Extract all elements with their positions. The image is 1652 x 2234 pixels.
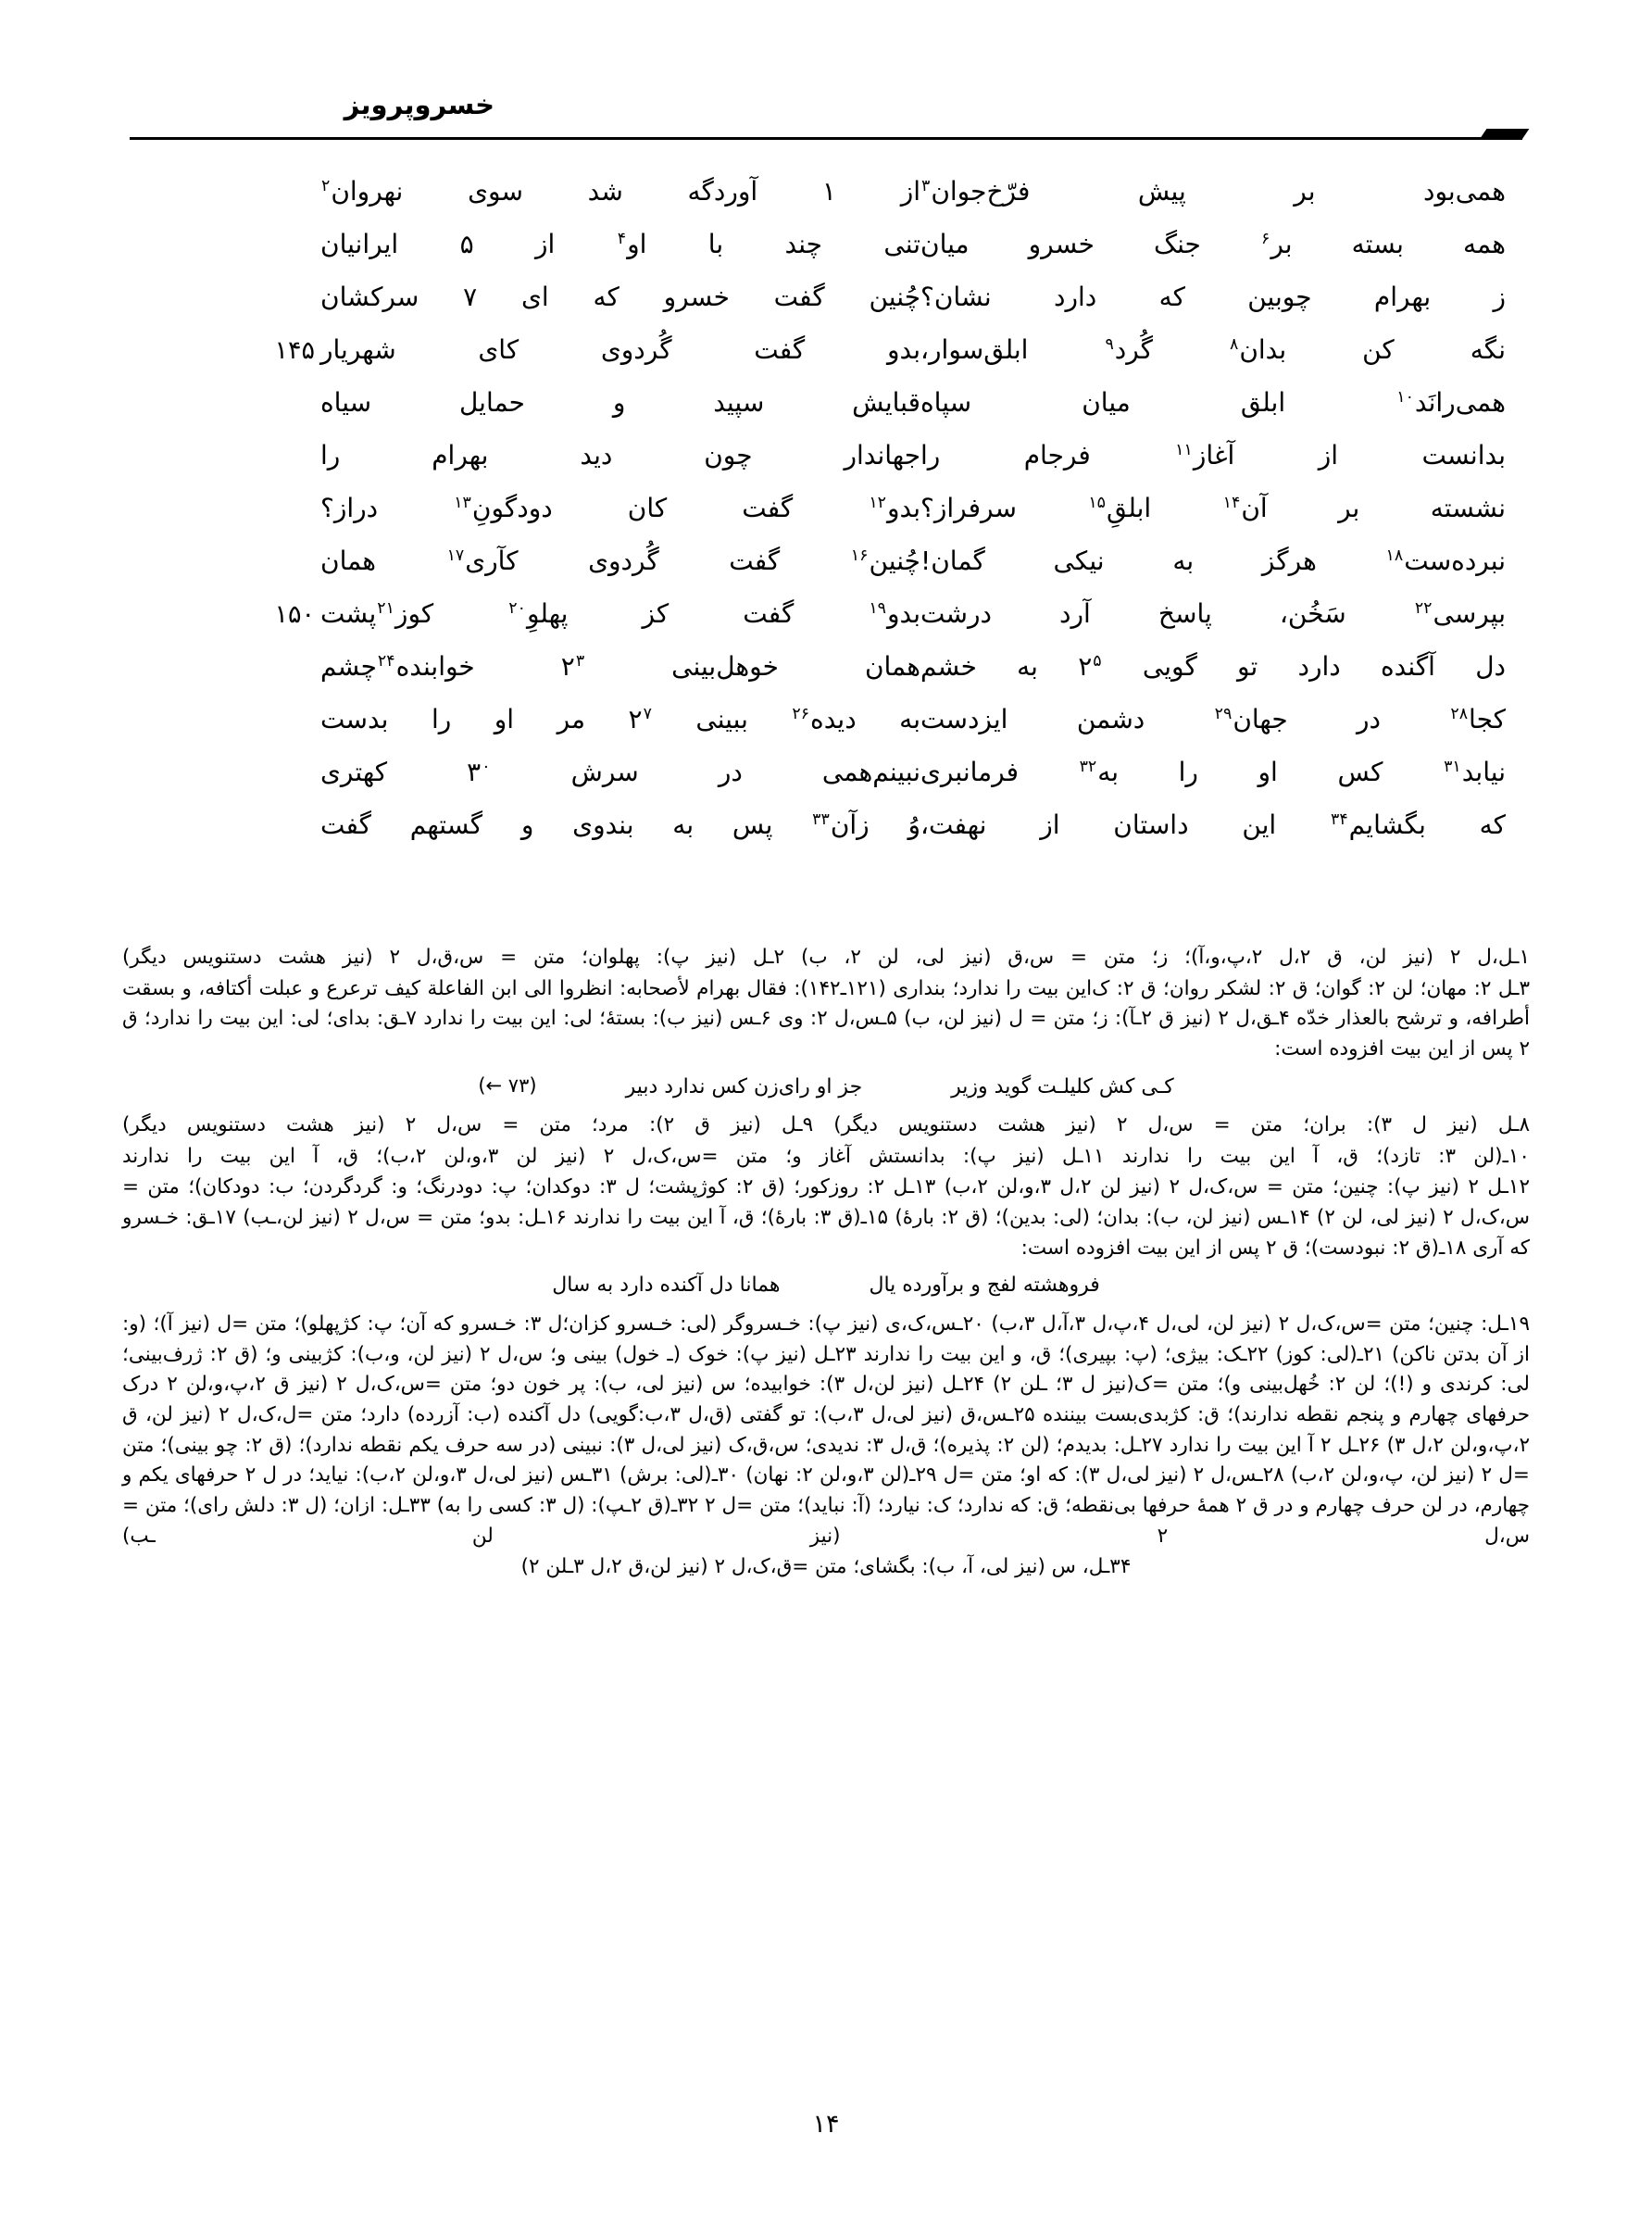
verse-number: ۱۵۰ (274, 600, 315, 629)
verse-row (139, 596, 1513, 649)
verse-row (139, 755, 1513, 808)
verse-row (139, 280, 1513, 333)
hemistich-a: بدو گفت گُردوی کای شهریار (320, 334, 920, 365)
verse-number (235, 438, 320, 442)
hemistich-a: چُنین گفت خسرو که ای ۷ سرکشان (320, 282, 920, 312)
quoted-hemistich-a: کـی کش کلیلـت گوید وزیر (951, 1074, 1174, 1098)
note-paragraph: ۳۴ـل، س (نیز لی، آ، ب): بگشای؛ متن =ق،ک،ل ۲ (نیز لن،ق ۲،ل ۳ـلن ۲) (520, 1555, 1132, 1579)
quoted-hemistich-a: فروهشته لفج و برآورده یال (869, 1274, 1100, 1298)
hemistich-a: چُنین$^{۱۶}$ گفت گُردوی کآری$^{۱۷}$ همان (320, 546, 920, 576)
note-paragraph: ۱۲ـل ۲ (نیز پ): چنین؛ متن = س،ک،ل ۲ (نیز لن ۲،ل ۳،و،لن ۲،ب) ۱۳ـل ۲: روزکور؛ (ق ۲: کوژپشت؛ ل ۳: دوکدان؛ پ: دودرنگ؛ و: گردگردن؛ ب: دودکان)؛ متن = س،ک،ل ۲ (نیز لی، لن ۲) ۱۴ـس (نیز لن، ب): بدان؛ (لی: بدین)؛ (ق ۲: بارهٔ) ۱۵ـ(ق ۳: بارهٔ)؛ ق، آ این بیت را ندارند ۱۶ـل: بدو؛ متن = س،ل ۲ (نیز لن،ـب) ۱۷ـق: خـسرو که آری ۱۸ـ(ق ۲: نبودست)؛ ق ۲ پس از این بیت افزوده است: (122, 1175, 1531, 1260)
quoted-verse (122, 1270, 1530, 1300)
verse-block (139, 174, 1513, 860)
running-head-area (130, 89, 1522, 144)
verse-row (139, 649, 1513, 702)
note-paragraph: ۱۰ـ(لن ۳: تازد)؛ ق، آ این بیت را ندارند ۱۱ـل (نیز پ): بدانستش آغاز و؛ متن =س،ک،ل ۲ (نیز لن ۳،و،لن ۲،ب)؛ ق، آ این بیت را ندارند (122, 1144, 1530, 1168)
hemistich-a: به دیده$^{۲۶}$ ببینی $۲^۷$ مر او را بدست (320, 704, 920, 734)
hemistich-b: نیابد$^{۳۱}$ کس او را به$^{۳۲}$ فرمانبری (920, 757, 1506, 787)
verse-number (235, 649, 320, 653)
verse-row (139, 438, 1513, 491)
note-paragraph: ۸ـل (نیز ل ۳): بران؛ متن = س،ل ۲ (نیز هشت دستنویس دیگر) ۹ـل (نیز ق ۲): مرد؛ متن = س،ل ۲ (نیز هشت دستنویس دیگر) (122, 1113, 1531, 1137)
verse-row (139, 544, 1513, 596)
critical-apparatus (122, 943, 1530, 1584)
verse-number (235, 544, 320, 547)
hemistich-a: وُ زآن$^{۳۳}$ پس به بندوی و گستهم گفت (320, 810, 920, 840)
verse-row (139, 227, 1513, 280)
hemistich-a: همان خوهل‌بینی $۲^۳$ خوابنده$^{۲۴}$چشم (320, 651, 921, 682)
verse-number (235, 385, 320, 389)
quoted-verse (122, 1072, 1530, 1102)
page-number: ۱۴ (812, 2110, 840, 2139)
hemistich-b: نبرده‌ست$^{۱۸}$ هرگز به نیکی گمان! (920, 546, 1506, 576)
quoted-hemistich-b: همانا دل آکنده دارد به سال (552, 1274, 781, 1298)
hemistich-b: همی‌بود بر پیش فرّخ‌جوان$^۳$ (921, 176, 1506, 207)
quoted-verse-reference: (۷۳ ←) (478, 1073, 537, 1097)
hemistich-b: بپرسی$^{۲۲}$ سَخُن، پاسخ آرد درشت (920, 598, 1506, 629)
verse-number (235, 280, 320, 283)
hemistich-b: دل آگنده دارد تو گویی $۲^۵$ به خشم (920, 651, 1507, 682)
verse-number: ۱۴۵ (274, 336, 315, 365)
hemistich-a: از ۱ آوردگه شد سوی نهروان$^۲$ (321, 176, 921, 207)
verse-number (235, 491, 320, 495)
verse-row (139, 174, 1513, 227)
verse-number (235, 227, 320, 231)
verse-row (139, 385, 1513, 438)
quoted-hemistich-b: جز او رای‌زن کس ندارد دبیر (625, 1074, 863, 1098)
hemistich-b: همه بسته بر$^۶$ جنگ خسرو میان (920, 229, 1506, 259)
header-rule (130, 137, 1522, 140)
hemistich-a: قبایش سپید و حمایل سیاه (320, 387, 920, 418)
hemistich-b: کجا$^{۲۸}$ در جهان$^{۲۹}$ دشمن ایزدست (920, 704, 1506, 734)
note-paragraph: ۱ـل،ل ۲ (نیز لن، ق ۲،ل ۲،پ،و،آ)؛ ز؛ متن = س،ق (نیز لی، لن ۲، ب) ۲ـل (نیز پ): پهلوان؛ متن = س،ق،ل ۲ (نیز هشت دستنویس دیگر) (122, 946, 1530, 969)
verse-row (139, 808, 1513, 860)
verse-row (139, 702, 1513, 755)
note-paragraph: ۳ـل ۲: مهان؛ لن ۲: گوان؛ ق ۲: لشکر روان؛ ق ۲: ک‌این بیت را ندارد؛ بنداری (۱۲۱ـ۱۴۲): فقال بهرام لأصحابه: انظروا الی ابن الفاعلة کیف ترعرع و عبلت أکتافه، و بسقت أطرافه، و ترشح بالعذار خدّه ۴ـق،ل ۲ (نیز ق ۲ـآ): ز؛ متن = ل (نیز لن، ب) ۵ـس،ل ۲: وی ۶ـس (نیز ب): بستهٔ؛ لی: این بیت را ندارد ۷ـق: بدای؛ لی: این بیت را ندارد؛ ق ۲ پس از این بیت افزوده است: (122, 976, 1531, 1061)
verse-number (235, 702, 320, 706)
hemistich-b: نشسته بر آن$^{۱۴}$ ابلقِ$^{۱۵}$ سرفراز؟ (920, 493, 1506, 523)
hemistich-a: تنی چند با او$^۴$ از ۵ ایرانیان (320, 229, 920, 259)
verse-row (139, 333, 1513, 385)
hemistich-b: همی‌رانَد$^{۱۰}$ ابلق میان سپاه (920, 387, 1506, 418)
hemistich-a: بدو$^{۱۹}$ گفت کز پهلوِ$^{۲۰}$ کوز$^{۲۱}$پشت (320, 598, 920, 629)
verse-number (235, 808, 320, 811)
note-paragraph: ۱۹ـل: چنین؛ متن =س،ک،ل ۲ (نیز لن، لی،ل ۴،پ،ل ۳،آ،ل ۳،ب) ۲۰ـس،ک،ی (نیز پ): خـسروگر (لی: خـسرو کزان؛ل ۳: خـسرو که آن؛ پ: کژپهلو)؛ متن =ل (نیز آ)؛ (و: از آن بدتن ناکن) ۲۱ـ(لی: کوز) ۲۲ـک: بیژی؛ (پ: بپیری)؛ ق، و این بیت را ندارند ۲۳ـل (نیز پ): خوک (ـ خول) بینی و؛ س،ل ۲ (نیز لن، و،ب): کژبینی و؛ (ق ۲: ژرف‌بینی؛ لی: کرندی و (!)؛ لن ۲: خُهل‌بینی و)؛ متن =ک(نیز ل ۳؛ ـلن ۲) ۲۴ـل (نیز لن،ل ۳): خوابیده؛ س (نیز لی، ب): پر خون دو؛ متن =س،ک،ل ۲ (نیز ق ۲،پ،و،لن ۲ درک حرفهای چهارم و پنجم نقطه ندارند)؛ ق: کژبدی‌بست بیننده ۲۵ـس،ق (نیز لی،ل ۳،ب): تو گفتی (ق،ل ۳،ب:گویی) دل آکنده (ب: آزرده) دارد؛ متن =ل،ک،ل ۲ (نیز لن، ق ۲،پ،و،لن ۲،ل ۳) ۲۶ـل ۲ آ این بیت را ندارد ۲۷ـل: بدیدم؛ (لن ۲: پذیره)؛ ق،ل ۳: ندیدی؛ س،ق،ک (نیز لی،ل ۳): نبینی (در سه حرف یکم نقطه ندارد)؛ (ق ۲: چو بینی)؛ متن =ل ۲ (نیز لن، پ،و،لن ۲،ب) ۲۸ـس،ل ۲ (نیز لی،ل ۳): که او؛ متن =ل ۲۹ـ(لن ۳،و،لن ۲: نهان) ۳۰ـ(لی: برش) ۳۱ـس (نیز لی،ل ۳،و،لن ۲،ب): نیاید؛ در ل ۲ حرفهای یکم و چهارم، در لن حرف چهارم و در ق ۲ همهٔ حرفها بی‌نقطه؛ ق: که ندارد؛ ک: نیارد؛ (آ: نباید)؛ متن =ل ۲ ۳۲ـ(ق ۲ـپ): (ل ۳: کسی را به) ۳۳ـل: ازان؛ (ل ۳: دلش رای)؛ متن = س،ل ۲ (نیز لن ـب) (122, 1312, 1530, 1548)
hemistich-a: نبینم‌همی در سرش $۳^۰$ کهتری (320, 757, 920, 787)
hemistich-b: بدانست از آغاز$^{۱۱}$ فرجام را (920, 440, 1506, 471)
hemistich-a: جهاندار چون دید بهرام را (320, 440, 920, 471)
running-title: خسروپرویز (344, 89, 494, 120)
verse-row (139, 491, 1513, 544)
verse-number (235, 755, 320, 759)
hemistich-a: بدو$^{۱۲}$ گفت کان دودگونِ$^{۱۳}$ دراز؟ (320, 493, 920, 523)
hemistich-b: که بگشایم$^{۳۴}$ این داستان از نهفت، (920, 810, 1507, 840)
hemistich-b: ز بهرام چوبین که دارد نشان؟ (920, 282, 1506, 312)
hemistich-b: نگه کن بدان$^۸$ گُرد$^۹$ ابلق‌سوار، (920, 334, 1506, 365)
verse-number (235, 174, 320, 178)
